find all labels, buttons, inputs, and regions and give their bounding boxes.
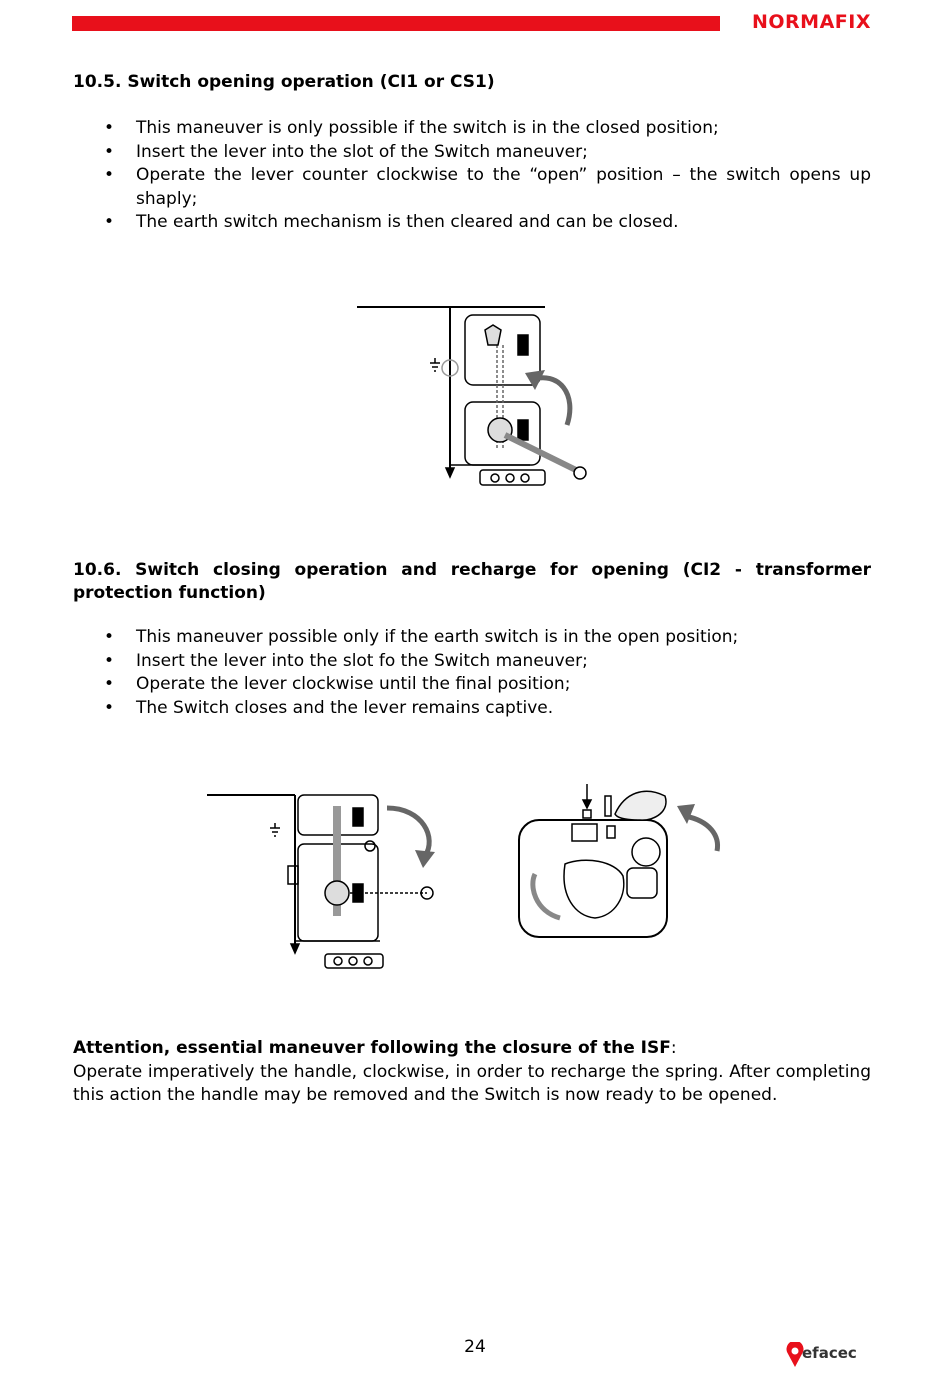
list-item: • Insert the lever into the slot of the Switch maneuver; bbox=[73, 141, 871, 165]
section-title: 10.5. Switch opening operation (CI1 or CS1) bbox=[73, 72, 495, 92]
header-red-bar bbox=[72, 16, 720, 31]
list-item: • Insert the lever into the slot fo the Switch maneuver; bbox=[73, 650, 871, 674]
attention-body: Operate imperatively the handle, clockwise, in order to recharge the spring. After completing this action the handle may be removed and the Switch is now ready to be opened. bbox=[73, 1061, 871, 1105]
page-number: 24 bbox=[464, 1337, 486, 1357]
list-item: • This maneuver possible only if the earth switch is in the open position; bbox=[73, 626, 871, 650]
brand-title: NORMAFIX bbox=[752, 11, 871, 33]
list-item: • The earth switch mechanism is then cleared and can be closed. bbox=[73, 211, 871, 235]
switch-closing-diagram bbox=[205, 786, 440, 971]
bullet-list bbox=[73, 626, 871, 720]
spring-recharge-diagram bbox=[515, 776, 725, 941]
bullet-list bbox=[73, 117, 871, 235]
switch-opening-diagram bbox=[355, 300, 595, 495]
section-10-5 bbox=[73, 71, 871, 235]
list-item: • Operate the lever counter clockwise to the “open” position – the switch opens up shaply; bbox=[73, 164, 871, 211]
attention-block bbox=[73, 1037, 871, 1108]
list-item: • This maneuver is only possible if the switch is in the closed position; bbox=[73, 117, 871, 141]
section-title: 10.6. Switch closing operation and recharge for opening (CI2 - transformer protection function) bbox=[73, 560, 871, 603]
efacec-logo bbox=[786, 1338, 866, 1372]
attention-title: Attention, essential maneuver following the closure of the ISF: bbox=[73, 1038, 677, 1058]
section-10-6 bbox=[73, 559, 871, 720]
list-item: • The Switch closes and the lever remains captive. bbox=[73, 697, 871, 721]
logo-text: efacec bbox=[802, 1344, 857, 1362]
list-item: • Operate the lever clockwise until the final position; bbox=[73, 673, 871, 697]
